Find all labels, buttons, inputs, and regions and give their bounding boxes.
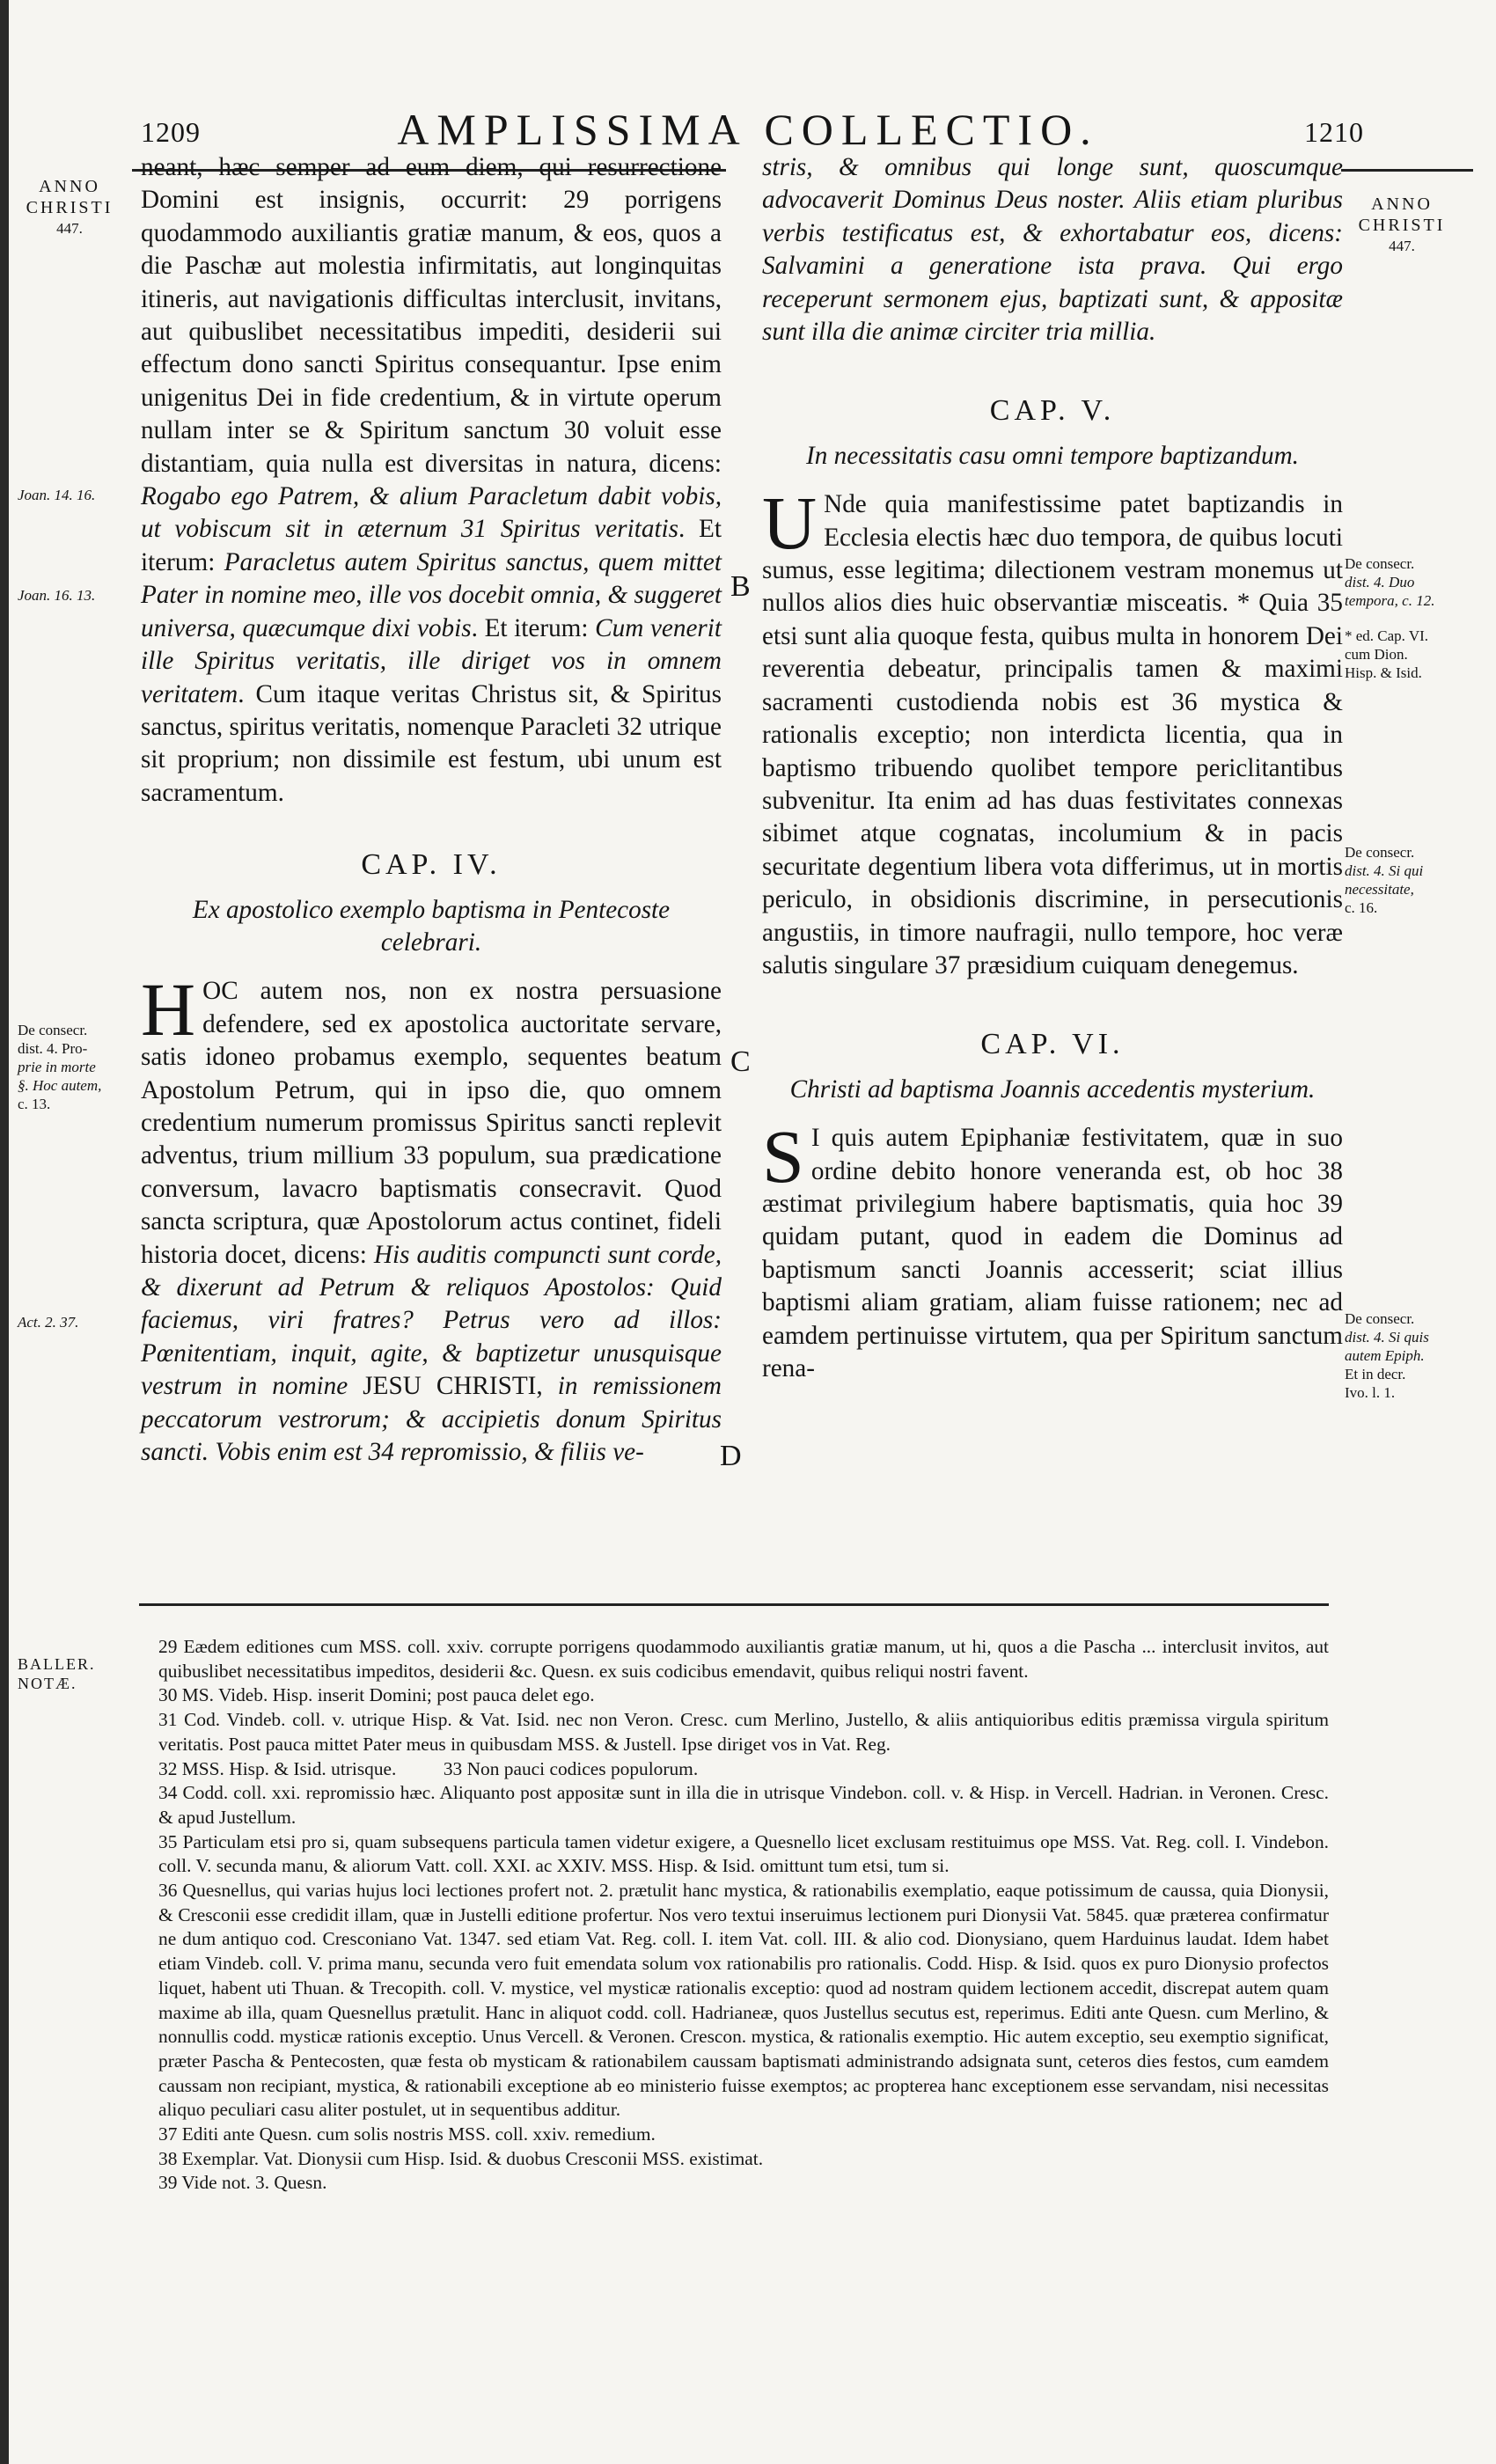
year-label: 447.	[1389, 238, 1415, 254]
notes-label-line: NOTÆ.	[18, 1675, 77, 1692]
footnote-29: 29 Eædem editiones cum MSS. coll. xxiv. corrupte porrigens quodammodo auxiliantis gratiæ manum, ut hi, quos a die Pascha ... interclusit invitos, aut quibuslibet necessitatibus impeditos, desiderii &c. Quesn. ex suis codicibus emendavit, quibus reliqui nostri favent.	[158, 1636, 1329, 1682]
margin-line: dist. 4. Si quis	[1345, 1329, 1429, 1346]
margin-ref-de-consecr-3	[1345, 1309, 1477, 1402]
notes-label-line: BALLER.	[18, 1655, 96, 1673]
quote-acts-2-cont: in remissionem peccatorum vestrorum; & accipietis donum Spiritus sancti. Vobis enim est 34 repromissio, & filiis ve-	[141, 1372, 722, 1467]
margin-line: Hisp. & Isid.	[1345, 664, 1422, 681]
text-run: I quis autem Epiphaniæ festivitatem, quæ in suo ordine debito honore veneranda est, ob hoc 38 æstimat privilegium habere baptismatis, quia hoc 39 quidam putant, quod in eadem die Dominus ad baptismum sancti Joannis accesserit; sciat illius baptismi aliam gratiam, aliam fuisse rationem; nec ad eamdem pertinuisse virtutem, qua per Spiritum sanctum rena-	[762, 1124, 1343, 1382]
margin-line: tempora, c. 12.	[1345, 592, 1435, 609]
quote-john-16: Cum venerit ille Spiritus veritatis, ille diriget vos in omnem veritatem	[141, 613, 722, 708]
margin-line: * ed. Cap. VI.	[1345, 627, 1429, 644]
drop-cap-s: S	[762, 1114, 804, 1199]
footnotes-rule	[139, 1603, 1329, 1606]
margin-ref-de-consecr-1	[1345, 554, 1477, 610]
page-binding-edge	[0, 0, 9, 2464]
margin-line: autem Epiph.	[1345, 1347, 1425, 1364]
page-number-right: 1210	[1304, 116, 1364, 148]
footnote-36: 36 Quesnellus, qui varias hujus loci lectiones profert not. 2. prætulit hanc mystica, & rationabilis exemplatio, eaque potissimum de caussa, quia Dionysii, & Cresconii esse credidit illam, quæ in Justelli editione profertur. Nos vero textui inseruimus lectionem puri Dionysii Vat. 5845. quæ præterea confirmatur ne dum antiquo cod. Cresconiano Vat. 1347. sed etiam Vat. Reg. coll. I. item Vat. coll. III. & alio cod. Dionysiano, quem Harduinus laudat. Idem habet etiam Vindeb. coll. V. prima manu, secunda vero fuit emendata solum vox rationabilis pro rationalis. Codd. Hisp. & Isid. quos ex puro Dionysio profectos liquet, habent uti Thuan. & Trecopith. coll. V. mystice, vel mysticæ rationalis exceptio: quod ad nostram quidem lectionem accedit, discrepat autem quam maxime ab illa, quam Quesnellus prætulit. Hanc in aliquot codd. coll. Hadrianeæ, quos Justellus secutus est, reperimus. Editi ante Quesn. cum Merlino, & nonnullis codd. mysticæ rationis exceptio. Unus Vercell. & Veronen. Crescon. mystica, & rationalis exemptio. Hic autem exceptio, seu exemptio significat, præter Pascha & Pentecosten, quæ festa ob mysticam & rationabilem caussam baptismati administrando adsignata sunt, ceteros dies festos, cum eamdem caussam non recipiant, mystica, & rationabili exceptione ab eo ministerio fuisse exemptos; ac propterea hanc exceptionem esse servandam, nisi necessitas aliquo peculiari casu aliter postulet, ut in sequentibus additur.	[158, 1880, 1329, 2121]
footnote-32-33: 32 MSS. Hisp. & Isid. utrisque. 33 Non pauci codices populorum.	[158, 1757, 699, 1779]
left-text-column	[141, 151, 722, 1469]
text-run: OC autem nos, non ex nostra persuasione defendere, sed ex apostolica auctoritate servare, satis idoneo probamus exemplo, sequentes beatum Apostolum Petrum, qui in ipso die, quo omnem credentium numerum promissus Spiritus sancti replevit adventus, trium millium 33 populum, sua prædicatione conversum, lavacro baptismatis consecravit. Quod sancta scriptura, quæ Apostolorum actus continet, fideli historia docet, dicens:	[141, 977, 722, 1269]
margin-ref-act-2: Act. 2. 37.	[18, 1314, 79, 1331]
footnote-35: 35 Particulam etsi pro si, quam subsequens particula tamen videtur exigere, a Quesnello licet exclusam restituimus ope MSS. Vat. Reg. coll. I. Vindebon. coll. V. secunda manu, & aliorum Vatt. coll. XXI. ac XXIV. MSS. Hisp. & Isid. omittunt tum etsi, tum si.	[158, 1830, 1329, 1877]
paragraph-cap-iv	[141, 967, 722, 1469]
running-title: AMPLISSIMA COLLECTIO.	[397, 105, 1099, 154]
text-run: Nde quia manifestissime patet baptizandis in Ecclesia electis hæc duo tempora, de quibus locuti sumus, esse legitima; dilectionem vestram monemus ut nullos alios dies huic observantiæ misceatis. * Quia 35 etsi sunt alia quoque festa, quibus multa in honorem Dei reverentia debeatur, principalis tamen & maximi sacramenti custodienda nobis est 36 mystica & rationalis exceptio; non interdicta licentia, qua in baptismo tribuendo quolibet tempore periclitantibus subvenitur. Ita enim ad has duas festivitates connexas sibimet atque cognatas, incolumium & in pacis securitate degentium libera vota differimus, ut in mortis periculo, in obsidionis discrimine, in persecutionis angustiis, in timore naufragii, nullo tempore, hoc veræ salutis singulare 37 præsidium cuiquam denegemus.	[762, 490, 1343, 979]
margin-line: dist. 4. Si qui	[1345, 862, 1424, 879]
paragraph-cap-vi	[762, 1114, 1343, 1385]
margin-line: cum Dion.	[1345, 646, 1408, 663]
chapter-heading-iv: CAP. IV.	[361, 848, 502, 882]
anno-christi-left	[18, 176, 121, 239]
text-run: . Et iterum:	[141, 515, 722, 576]
drop-cap-h: H	[141, 967, 196, 1052]
chapter-heading-vi: CAP. VI.	[980, 1028, 1125, 1061]
margin-ref-de-consecr-left	[18, 1021, 121, 1113]
footnotes-block	[158, 1635, 1329, 2196]
quote-john-14: Rogabo ego Patrem, & alium Paracletum dabit vobis, ut vobiscum sit in æternum 31 Spiritus veritatis	[141, 482, 722, 544]
footnote-37: 37 Editi ante Quesn. cum solis nostris MSS. coll. xxiv. remedium.	[158, 2123, 656, 2145]
margin-ref-joan-16: Joan. 16. 13.	[18, 587, 96, 604]
chapter-subtitle-v: In necessitatis casu omni tempore baptizandum.	[806, 441, 1299, 470]
quote-john-14-26: Paracletus autem Spiritus sanctus, quem mittet Pater in nomine meo, ille vos docebit omnia, & suggeret universa, quæcumque dixi vobis	[141, 547, 722, 642]
margin-line: §. Hoc autem,	[18, 1077, 102, 1094]
paragraph-cap-v	[762, 480, 1343, 982]
margin-line: De consecr.	[18, 1022, 88, 1038]
year-label: 447.	[56, 220, 83, 237]
margin-ref-de-consecr-2	[1345, 843, 1477, 917]
header-rule-right	[1341, 169, 1473, 172]
footnote-38: 38 Exemplar. Vat. Dionysii cum Hisp. Isid. & duobus Cresconii MSS. existimat.	[158, 2147, 764, 2169]
page-number-left: 1209	[141, 116, 201, 148]
paragraph-intro	[141, 151, 722, 810]
margin-line: Et in decr.	[1345, 1366, 1406, 1382]
signature-letter-d: D	[720, 1440, 742, 1472]
text-run: JESU CHRISTI,	[348, 1372, 558, 1401]
margin-line: dist. 4. Duo	[1345, 574, 1415, 590]
footnote-30: 30 MS. Videb. Hisp. inserit Domini; post pauca delet ego.	[158, 1684, 595, 1706]
text-run: neant, hæc semper ad eum diem, qui resurrectione Domini est insignis, occurrit: 29 porrigens quodammodo auxiliantis gratiæ manum, & eos, quos a die Paschæ aut molestia infirmitatis, aut longinquitas itineris, aut navigationis difficultas interclusit, invitans, aut quibuslibet necessitatibus impediti, desiderii sui effectum dono sancti Spiritus consequantur. Ipse enim unigenitus Dei in fide credentium, & in virtute operum nullam inter se & Spiritum sanctum 30 voluit esse distantiam, quia nulla est diversitas in natura, dicens:	[141, 153, 722, 478]
margin-line: De consecr.	[1345, 555, 1415, 572]
margin-line: De consecr.	[1345, 844, 1415, 861]
anno-label: ANNO	[1371, 194, 1433, 214]
anno-christi-right	[1345, 194, 1459, 257]
margin-line: Ivo. l. 1.	[1345, 1384, 1396, 1401]
text-run: . Et iterum:	[471, 613, 596, 642]
margin-line: c. 13.	[18, 1096, 51, 1112]
anno-label: ANNO	[39, 177, 100, 196]
christi-label: CHRISTI	[1358, 216, 1446, 235]
margin-line: c. 16.	[1345, 899, 1378, 916]
paragraph-acts-cont: stris, & omnibus qui longe sunt, quoscumque advocaverit Dominus Deus noster. Aliis etiam pluribus verbis testificatus est, & exhortabatur eos, dicens: Salvamini a generatione ista prava. Qui ergo receperunt sermonem ejus, baptizati sunt, & appositæ sunt illa die animæ circiter tria millia.	[762, 153, 1343, 347]
right-text-column	[762, 151, 1343, 1385]
chapter-heading-v: CAP. V.	[989, 394, 1116, 428]
chapter-subtitle-iv: Ex apostolico exemplo baptisma in Pentecoste celebrari.	[192, 895, 671, 957]
margin-line: necessitate,	[1345, 881, 1414, 898]
footnote-39: 39 Vide not. 3. Quesn.	[158, 2172, 327, 2194]
text-run: . Cum itaque veritas Christus sit, & Spiritus sanctus, spiritus veritatis, nomenque Paracleti 32 utrique sit proprium; non dissimile est festum, ubi unum est sacramentum.	[141, 679, 722, 807]
footnote-31: 31 Cod. Vindeb. coll. v. utrique Hisp. & Vat. Isid. nec non Veron. Cresc. cum Merlino, Justello, & aliis antiquioribus editis præmissa virgula spiritum veritatis. Post pauca mittet Pater meus in quibusdam MSS. & Justell. Ipse diriget vos in Vat. Reg.	[158, 1709, 1329, 1755]
footnote-34: 34 Codd. coll. xxi. repromissio hæc. Aliquanto post appositæ sunt in illa die in utrisque Vindebon. coll. v. & Hisp. in Vercell. Hadrian. in Veronen. Cresc. & apud Justellum.	[158, 1782, 1329, 1828]
margin-line: prie in morte	[18, 1059, 96, 1075]
chapter-subtitle-vi: Christi ad baptisma Joannis accedentis mysterium.	[789, 1074, 1316, 1104]
margin-ref-ed-cap-vi	[1345, 627, 1477, 682]
signature-letter-b: B	[730, 570, 751, 603]
margin-ref-joan-14: Joan. 14. 16.	[18, 487, 96, 503]
quote-acts-2: His auditis compuncti sunt corde, & dixerunt ad Petrum & reliquos Apostolos: Quid faciemus, viri fratres? Petrus vero ad illos: Pœnitentiam, inquit, agite, & baptizetur unusquisque vestrum in nomine	[141, 1240, 722, 1401]
margin-line: De consecr.	[1345, 1310, 1415, 1327]
page-header	[132, 104, 1364, 157]
footnotes-label	[18, 1654, 96, 1693]
christi-label: CHRISTI	[26, 198, 114, 217]
signature-letter-c: C	[730, 1045, 751, 1078]
drop-cap-u: U	[762, 480, 818, 566]
margin-line: dist. 4. Pro-	[18, 1040, 88, 1057]
